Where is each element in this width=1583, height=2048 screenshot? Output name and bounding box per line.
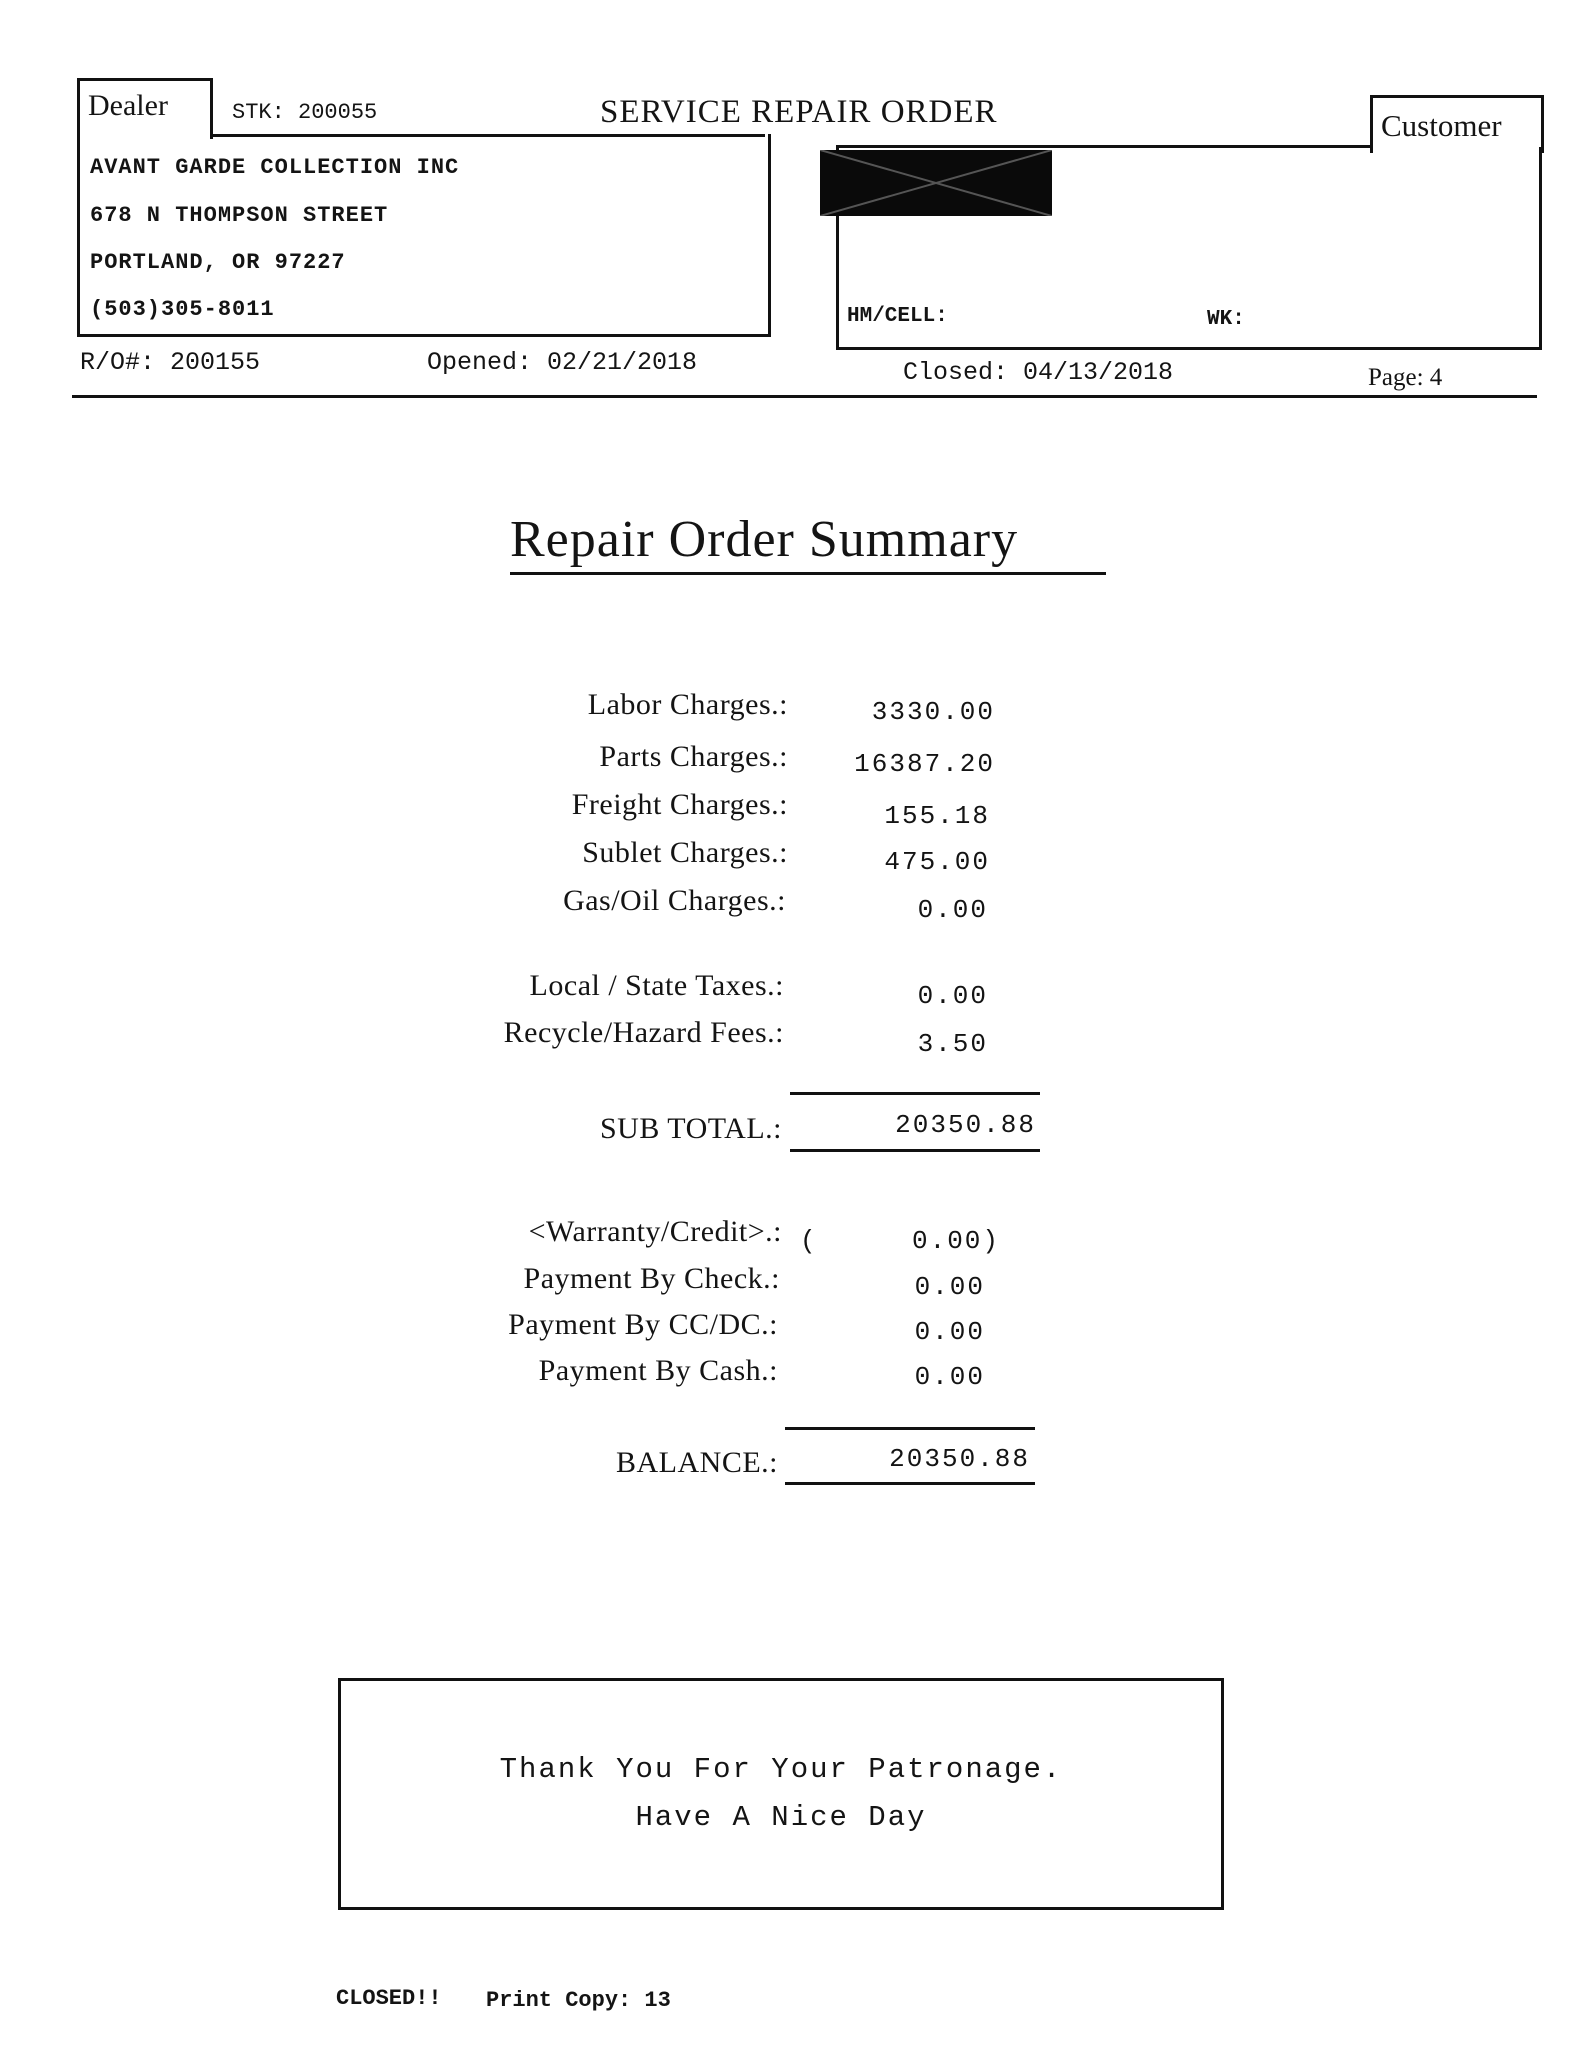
sublet-charges-value: 475.00 — [884, 847, 990, 877]
gas-oil-charges-value: 0.00 — [917, 895, 988, 925]
redaction-block — [820, 150, 1052, 216]
payment-cc-dc-label: Payment By CC/DC.: — [508, 1308, 778, 1341]
subtotal-label: SUB TOTAL.: — [599, 1112, 782, 1145]
balance-bottom-rule — [785, 1482, 1035, 1485]
parts-charges-label: Parts Charges.: — [599, 740, 788, 773]
dealer-name: AVANT GARDE COLLECTION INC — [90, 155, 460, 180]
payment-cash-value: 0.00 — [914, 1362, 985, 1392]
thank-you-line1: Thank You For Your Patronage. — [499, 1753, 1063, 1786]
recycle-hazard-fees-label: Recycle/Hazard Fees.: — [503, 1016, 784, 1049]
gas-oil-charges-label: Gas/Oil Charges.: — [563, 884, 786, 917]
header-rule — [72, 395, 1537, 398]
closed-status: CLOSED!! — [336, 1986, 442, 2011]
page-number: Page: 4 — [1368, 364, 1443, 391]
ro-number: R/O#: 200155 — [80, 348, 261, 377]
balance-top-rule — [785, 1427, 1035, 1430]
customer-tab-label: Customer — [1381, 108, 1502, 143]
freight-charges-label: Freight Charges.: — [571, 788, 788, 821]
customer-work-label: WK: — [1207, 308, 1245, 331]
summary-title-underline — [510, 572, 1106, 575]
closed-date: Closed: 04/13/2018 — [903, 358, 1174, 387]
subtotal-value: 20350.88 — [895, 1110, 1036, 1140]
warranty-credit-open-paren: ( — [800, 1226, 816, 1256]
subtotal-top-rule — [790, 1092, 1040, 1095]
dealer-street: 678 N THOMPSON STREET — [90, 203, 389, 228]
recycle-hazard-fees-value: 3.50 — [917, 1029, 988, 1059]
balance-value: 20350.88 — [889, 1444, 1030, 1474]
payment-cc-dc-value: 0.00 — [914, 1317, 985, 1347]
parts-charges-value: 16387.20 — [854, 749, 995, 779]
print-copy: Print Copy: 13 — [486, 1988, 671, 2013]
subtotal-bottom-rule — [790, 1149, 1040, 1152]
payment-check-value: 0.00 — [914, 1272, 985, 1302]
dealer-phone: (503)305-8011 — [90, 297, 275, 322]
customer-home-cell-label: HM/CELL: — [847, 305, 948, 328]
stock-number: STK: 200055 — [232, 100, 378, 125]
local-state-taxes-value: 0.00 — [917, 981, 988, 1011]
redaction-x-icon — [820, 150, 1052, 216]
summary-title: Repair Order Summary — [510, 511, 1019, 568]
labor-charges-value: 3330.00 — [871, 697, 995, 727]
dealer-tab — [77, 78, 213, 139]
thank-you-line2: Have A Nice Day — [635, 1801, 927, 1834]
customer-tab — [1370, 95, 1544, 153]
balance-label: BALANCE.: — [616, 1446, 778, 1479]
freight-charges-value: 155.18 — [884, 801, 990, 831]
sublet-charges-label: Sublet Charges.: — [582, 836, 788, 869]
payment-check-label: Payment By Check.: — [523, 1262, 780, 1295]
dealer-city: PORTLAND, OR 97227 — [90, 250, 346, 275]
form-title: SERVICE REPAIR ORDER — [600, 94, 998, 130]
payment-cash-label: Payment By Cash.: — [538, 1354, 778, 1387]
dealer-tab-label: Dealer — [88, 89, 168, 122]
warranty-credit-label: <Warranty/Credit>.: — [528, 1215, 782, 1248]
local-state-taxes-label: Local / State Taxes.: — [529, 969, 784, 1002]
labor-charges-label: Labor Charges.: — [587, 688, 788, 721]
thank-you-box — [338, 1678, 1224, 1910]
opened-date: Opened: 02/21/2018 — [427, 348, 698, 377]
warranty-credit-value: 0.00) — [911, 1226, 1000, 1256]
